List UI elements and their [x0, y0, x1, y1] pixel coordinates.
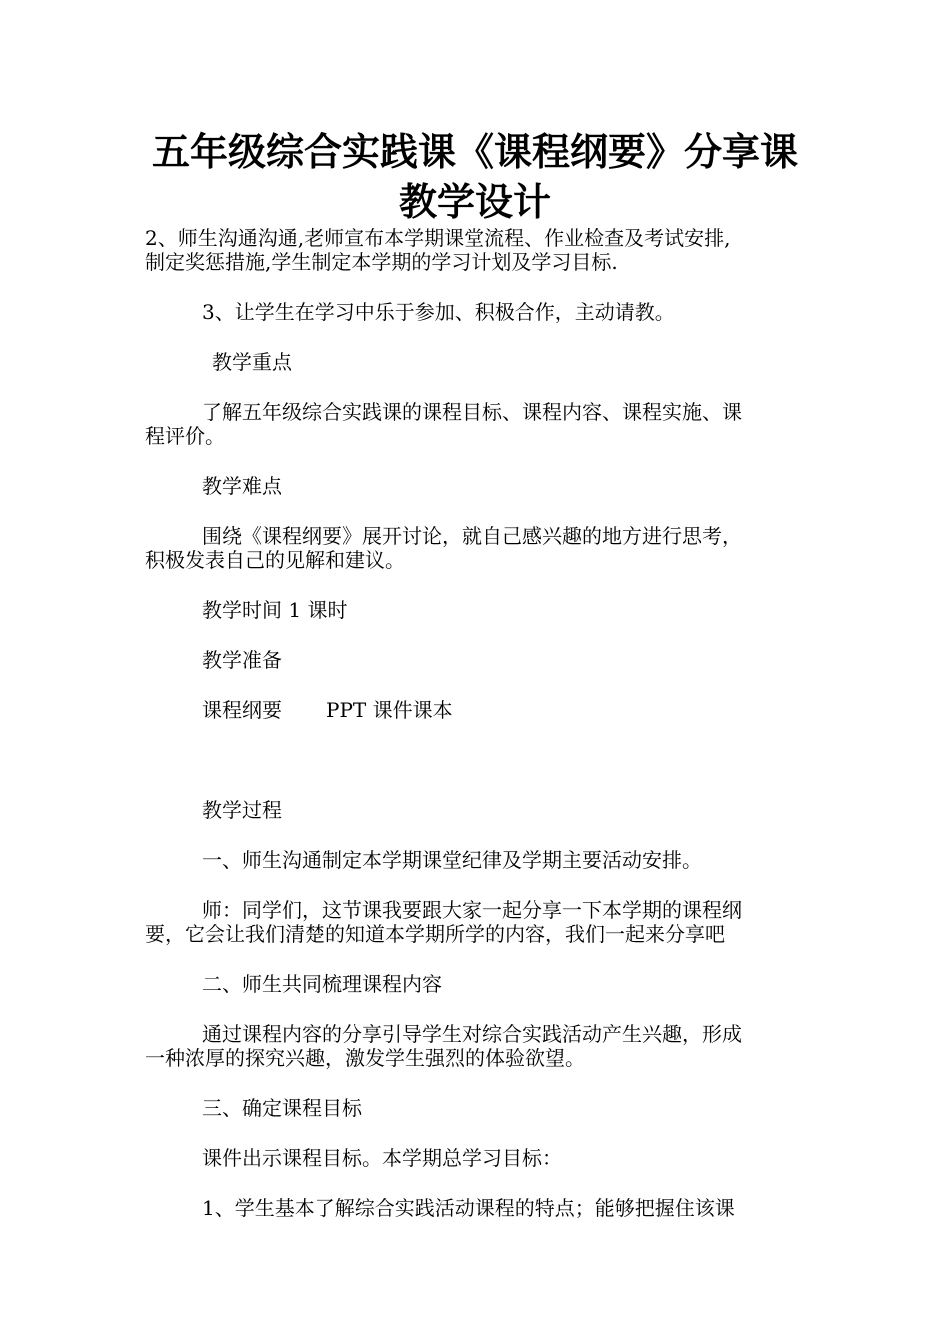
paragraph-6-line-1: 通过课程内容的分享引导学生对综合实践活动产生兴趣，形成 [202, 1022, 742, 1046]
heading-teaching-process: 教学过程 [202, 798, 282, 822]
heading-teaching-key-points: 教学重点 [212, 350, 292, 374]
paragraph-6-line-2: 一种浓厚的探究兴趣，激发学生强烈的体验欲望。 [145, 1046, 585, 1070]
heading-teaching-preparation: 教学准备 [202, 648, 282, 672]
preparation-items [145, 698, 810, 722]
paragraph-8: 1、学生基本了解综合实践活动课程的特点；能够把握住该课 [202, 1196, 735, 1220]
paragraph-7: 课件出示课程目标。本学期总学习目标： [202, 1146, 562, 1170]
heading-teaching-difficulties: 教学难点 [202, 474, 282, 498]
document-title-line-1: 五年级综合实践课《课程纲要》分享课 [151, 129, 798, 174]
paragraph-5-line-1: 师：同学们，这节课我要跟大家一起分享一下本学期的课程纲 [202, 898, 742, 922]
teaching-time: 教学时间 1 课时 [202, 598, 348, 622]
document-title-line-2: 教学设计 [398, 179, 551, 224]
paragraph-4-line-1: 围绕《课程纲要》展开讨论，就自己感兴趣的地方进行思考， [202, 524, 742, 548]
prep-item-syllabus: 课程纲要 [202, 698, 282, 722]
paragraph-1-line-2: 制定奖惩措施,学生制定本学期的学习计划及学习目标. [145, 250, 618, 274]
paragraph-5-line-2: 要，它会让我们清楚的知道本学期所学的内容，我们一起来分享吧 [145, 922, 725, 946]
paragraph-4-line-2: 积极发表自己的见解和建议。 [145, 548, 405, 572]
paragraph-3-line-2: 程评价。 [145, 424, 225, 448]
section-3-heading: 三、确定课程目标 [202, 1096, 362, 1120]
paragraph-1-line-1: 2、师生沟通沟通,老师宣布本学期课堂流程、作业检查及考试安排, [145, 226, 731, 250]
paragraph-2: 3、让学生在学习中乐于参加、积极合作，主动请教。 [202, 300, 675, 324]
paragraph-3-line-1: 了解五年级综合实践课的课程目标、课程内容、课程实施、课 [202, 400, 742, 424]
prep-item-ppt: PPT 课件课本 [326, 698, 453, 722]
section-2-heading: 二、师生共同梳理课程内容 [202, 972, 442, 996]
section-1-heading: 一、师生沟通制定本学期课堂纪律及学期主要活动安排。 [202, 848, 702, 872]
